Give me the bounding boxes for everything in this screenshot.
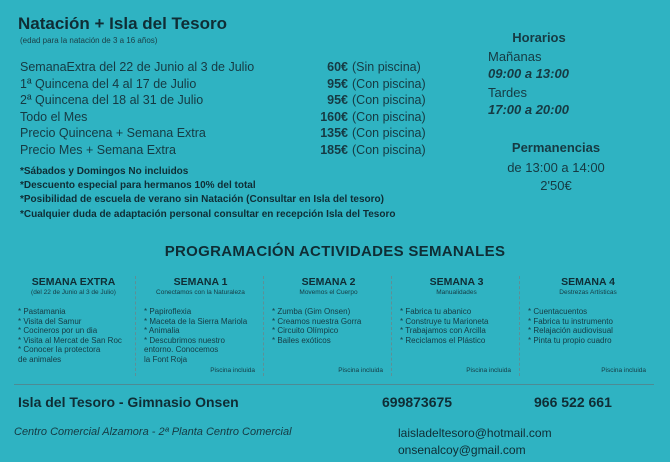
- email-address: onsenalcoy@gmail.com: [398, 443, 526, 457]
- week-subtitle: Movemos el Cuerpo: [299, 289, 358, 296]
- price-note: (Sin piscina): [352, 60, 421, 74]
- price-note: (Con piscina): [352, 93, 426, 107]
- note-item: *Descuento especial para hermanos 10% del total: [20, 180, 256, 192]
- morning-label: Mañanas: [488, 49, 542, 64]
- morning-time: 09:00 a 13:00: [488, 66, 569, 81]
- activity-item: * Bailes exóticos: [272, 335, 331, 345]
- week-subtitle: Conectamos con la Naturaleza: [156, 289, 245, 296]
- address: Centro Comercial Alzamora - 2ª Planta Centro Comercial: [14, 426, 292, 438]
- permanencias-price: 2'50€: [540, 178, 572, 193]
- activity-item: de animales: [18, 354, 62, 364]
- pool-note: Piscina incluida: [338, 367, 383, 374]
- activity-item: * Papiroflexia: [144, 307, 192, 316]
- week-subtitle: Destrezas Artísticas: [559, 289, 617, 296]
- activity-item: * Maceta de la Sierra Mariola: [144, 316, 248, 326]
- email-address: laisladeltesoro@hotmail.com: [398, 426, 552, 440]
- pool-note: Piscina incluida: [466, 367, 511, 374]
- week-title: SEMANA 1: [173, 276, 228, 288]
- activity-item: * Construye tu Marioneta: [400, 316, 489, 326]
- activity-item: * Zumba (Gim Onsen): [272, 307, 351, 316]
- activity-item: * Animalia: [144, 326, 180, 336]
- activity-item: * Reciclamos el Plástico: [400, 335, 486, 345]
- week-subtitle: (del 22 de Junio al 3 de Julio): [31, 289, 116, 296]
- activity-item: * Trabajamos con Arcilla: [400, 326, 486, 336]
- price-amount: 185€: [320, 142, 348, 157]
- activity-item: * Pinta tu propio cuadro: [528, 335, 612, 345]
- week-column: [522, 276, 654, 376]
- permanencias-time: de 13:00 a 14:00: [507, 160, 605, 175]
- price-list: [20, 60, 440, 159]
- price-note: (Con piscina): [352, 142, 426, 157]
- schedule-block: [474, 30, 604, 121]
- activity-item: * Creamos nuestra Gorra: [272, 316, 362, 326]
- price-row: [20, 77, 440, 94]
- activity-item: * Visita del Samur: [18, 316, 82, 326]
- note-item: *Sábados y Domingos No incluidos: [20, 166, 189, 177]
- activity-item: * Descubrimos nuestro: [144, 335, 225, 345]
- activity-item: * Cuentacuentos: [528, 307, 588, 316]
- price-row: [20, 60, 440, 77]
- week-title: SEMANA 4: [561, 276, 615, 288]
- activity-item: * Cocineros por un dia: [18, 326, 98, 336]
- note-item: *Posibilidad de escuela de verano sin Natación (Consultar en Isla del tesoro): [20, 194, 384, 206]
- activity-item: * Circuito Olímpico: [272, 326, 339, 336]
- activity-item: * Fabrica tu instrumento: [528, 316, 613, 326]
- phone-number: 699873675: [382, 394, 453, 410]
- price-row: [20, 143, 440, 160]
- pool-note: Piscina incluida: [210, 367, 255, 374]
- week-subtitle: Manualidades: [436, 289, 477, 296]
- week-column: [12, 276, 136, 376]
- activity-item: * Visita al Mercat de San Roc: [18, 335, 122, 345]
- price-row: [20, 126, 440, 143]
- price-amount: 95€: [327, 76, 348, 91]
- price-label: 1ª Quincena del 4 al 17 de Julio: [20, 76, 197, 91]
- activity-item: entorno. Conocemos: [144, 345, 219, 355]
- price-amount: 95€: [327, 93, 348, 107]
- price-label: 2ª Quincena del 18 al 31 de Julio: [20, 93, 204, 107]
- business-name: Isla del Tesoro - Gimnasio Onsen: [18, 394, 239, 410]
- week-column: [138, 276, 264, 376]
- price-note: (Con piscina): [352, 126, 426, 140]
- price-amount: 160€: [320, 109, 348, 124]
- afternoon-label: Tardes: [488, 85, 528, 100]
- week-title: SEMANA 2: [301, 276, 356, 288]
- phone-number: 966 522 661: [534, 394, 612, 410]
- price-label: Precio Quincena + Semana Extra: [20, 126, 206, 140]
- activity-item: * Relajación audiovisual: [528, 326, 613, 336]
- permanencias-block: [476, 140, 636, 196]
- price-row: [20, 110, 440, 127]
- week-column: [266, 276, 392, 376]
- note-item: *Cualquier duda de adaptación personal consultar en recepción Isla del Tesoro: [20, 208, 396, 220]
- price-label: SemanaExtra del 22 de Junio al 3 de Julio: [20, 60, 255, 74]
- price-label: Todo el Mes: [20, 109, 88, 124]
- program-title: PROGRAMACIÓN ACTIVIDADES SEMANALES: [164, 243, 506, 260]
- activity-item: * Fabrica tu abanico: [400, 307, 472, 316]
- price-amount: 60€: [327, 60, 348, 74]
- afternoon-time: 17:00 a 20:00: [488, 102, 569, 117]
- price-row: [20, 93, 440, 110]
- price-note: (Con piscina): [352, 76, 426, 91]
- page-title: Natación + Isla del Tesoro: [18, 14, 227, 33]
- activity-item: * Pastamania: [18, 307, 66, 316]
- notes-list: [20, 166, 395, 223]
- price-amount: 135€: [320, 126, 348, 140]
- schedule-title: Horarios: [512, 30, 566, 45]
- activity-item: la Font Roja: [144, 354, 188, 364]
- week-title: SEMANA EXTRA: [31, 276, 116, 288]
- price-note: (Con piscina): [352, 109, 426, 124]
- footer-divider: [14, 384, 654, 385]
- week-column: [394, 276, 520, 376]
- week-title: SEMANA 3: [429, 276, 484, 288]
- permanencias-title: Permanencias: [511, 140, 601, 155]
- price-label: Precio Mes + Semana Extra: [20, 142, 176, 157]
- age-subtitle: (edad para la natación de 3 a 16 años): [20, 36, 158, 45]
- activity-item: * Conocer la protectora: [18, 345, 101, 355]
- pool-note: Piscina incluida: [601, 367, 646, 374]
